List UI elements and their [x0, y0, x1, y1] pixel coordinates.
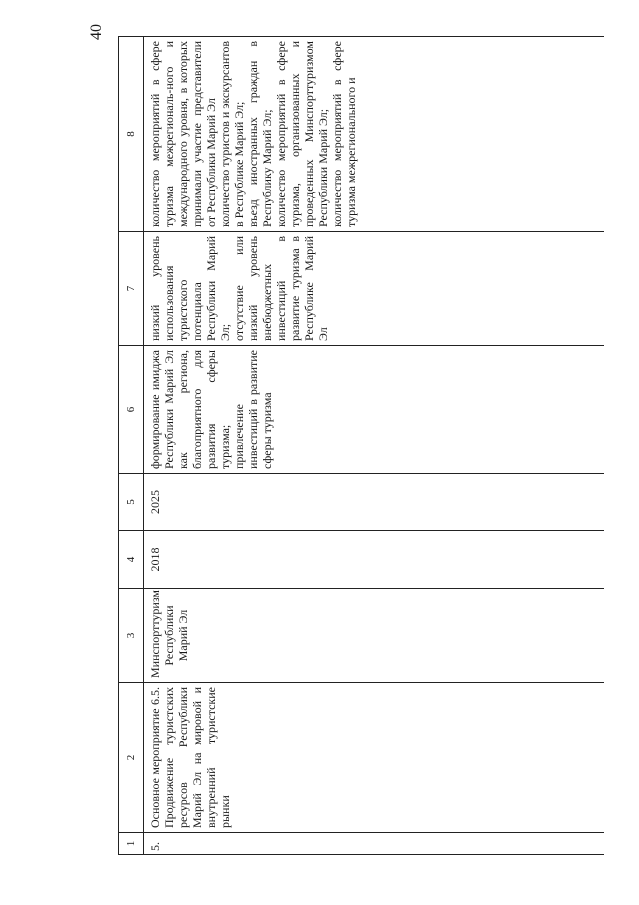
- consequences-cell: [144, 232, 605, 346]
- start-year-cell: 2018: [144, 531, 605, 589]
- indicators-cell: [144, 37, 605, 232]
- indicator-item: количество туристов и экскурсантов в Республике Марий Эл;: [218, 41, 246, 227]
- col-header-5: 5: [119, 474, 144, 531]
- row-index: 5.: [144, 833, 605, 855]
- result-cell: [144, 346, 605, 474]
- col-header-7: 7: [119, 232, 144, 346]
- col-header-2: 2: [119, 683, 144, 833]
- col-header-6: 6: [119, 346, 144, 474]
- indicator-item: въезд иностранных граждан в Республику Марий Эл;: [246, 41, 274, 227]
- indicator-item: количество мероприятий в сфере туризма межрегионального и: [330, 41, 358, 227]
- col-header-8: 8: [119, 37, 144, 232]
- col-header-3: 3: [119, 589, 144, 683]
- table-header-row: [119, 37, 144, 855]
- consequence-item: низкий уровень использования туристского потенциала Республики Марий Эл;: [148, 236, 232, 341]
- rotated-table-container: [118, 37, 626, 855]
- result-item: формирование имиджа Республики Марий Эл как региона, благоприятного для развития сферы туризма;: [148, 350, 232, 469]
- executor-cell: Минспорттуризм Республики Марий Эл: [144, 589, 605, 683]
- end-year-cell: 2025: [144, 474, 605, 531]
- col-header-4: 4: [119, 531, 144, 589]
- page-number: 40: [88, 24, 105, 40]
- indicator-item: количество мероприятий в сфере туризма межрегиональ-ного и международного уровня, в которых принимали участие представители от Республики Марий Эл: [148, 41, 218, 227]
- measure-cell: Основное мероприятие 6.5. Продвижение туристских ресурсов Республики Марий Эл на мировой и внутренний туристские рынки: [144, 683, 605, 833]
- col-header-1: 1: [119, 833, 144, 855]
- indicator-item: количество мероприятий в сфере туризма, организованных и проведенных Минспорттуризмом Республики Марий Эл;: [274, 41, 330, 227]
- consequence-item: отсутствие или низкий уровень внебюджетных инвестиций в развитие туризма в Республике Марий Эл: [232, 236, 330, 341]
- table-row: [144, 37, 605, 855]
- result-item: привлечение инвестиций в развитие сферы туризма: [232, 350, 274, 469]
- program-table: [118, 36, 604, 855]
